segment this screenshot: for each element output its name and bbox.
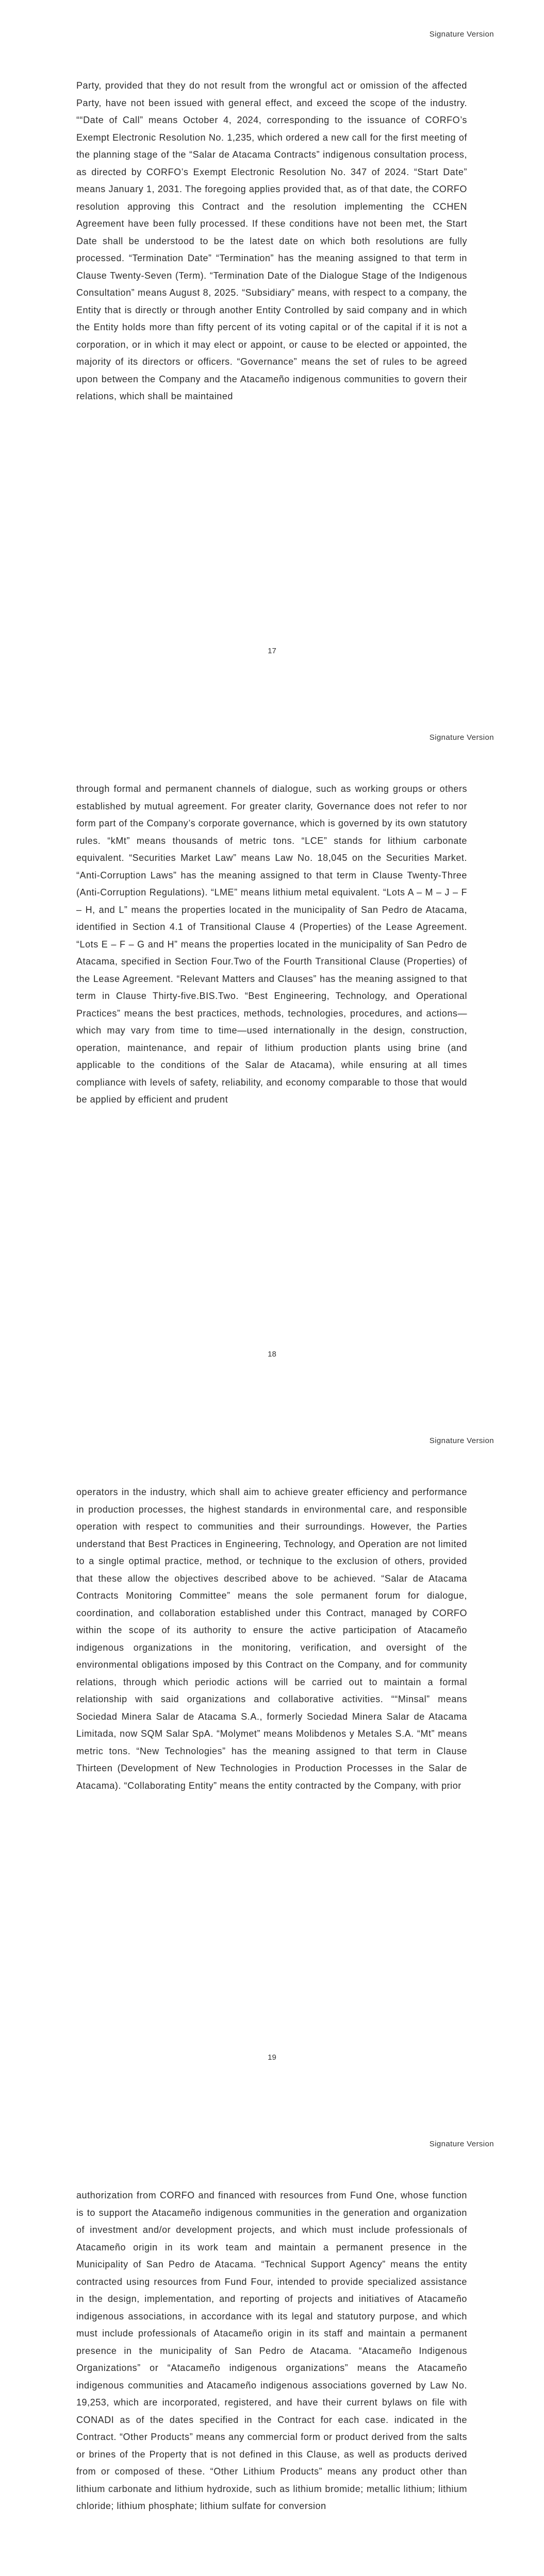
document-page-17 xyxy=(0,0,544,703)
page-body-text: through formal and permanent channels of dialogue, such as working groups or others established by mutual agreement. For greater clarity, Governance does not refer to nor form part of the Company’s corporate governance, which is governed by its own statutory rules. “kMt” means thousands of metric tons. “LCE” stands for lithium carbonate equivalent. “Securities Market Law” means Law No. 18,045 on the Securities Market. “Anti-Corruption Laws” has the meaning assigned to that term in Clause Twenty-Three (Anti-Corruption Regulations). “LME” means lithium metal equivalent. “Lots A – M – J – F – H, and L” means the properties located in the municipality of San Pedro de Atacama, identified in Section 4.1 of Transitional Clause 4 (Properties) of the Lease Agreement. “Lots E – F – G and H” means the properties located in the municipality of San Pedro de Atacama, specified in Section Four.Two of the Fourth Transitional Clause (Properties) of the Lease Agreement. “Relevant Matters and Clauses” has the meaning assigned to that term in Clause Thirty-five.BIS.Two. “Best Engineering, Technology, and Operational Practices” means the best practices, methods, technologies, procedures, and actions—which may vary from time to time—used internationally in the design, construction, operation, maintenance, and repair of lithium production plants using brine (and applicable to the conditions of the Salar de Atacama), while ensuring at all times compliance with levels of safety, reliability, and economy comparable to those that would be applied by efficient and prudent xyxy=(76,784,467,1105)
document-page-20 xyxy=(0,2110,544,2576)
page-number: 17 xyxy=(268,647,276,655)
signature-version-header: Signature Version xyxy=(429,30,494,39)
page-number: 19 xyxy=(268,2053,276,2062)
page-body-text: Party, provided that they do not result from the wrongful act or omission of the affected Party, have not been issued with general effect, and exceed the scope of the industry. ““Date of Call” means October 4, 2024, corresponding to the issuance of CORFO’s Exempt Electronic Resolution No. 1,235, which ordered a new call for the first meeting of the planning stage of the “Salar de Atacama Contracts” indigenous consultation process, as directed by CORFO’s Exempt Electronic Resolution No. 347 of 2024. “Start Date” means January 1, 2031. The foregoing applies provided that, as of that date, the CORFO resolution approving this Contract and the resolution implementing the CCHEN Agreement have been fully processed. If these conditions have not been met, the Start Date shall be understood to be the latest date on which both resolutions are fully processed. “Termination Date” “Termination” has the meaning assigned to that term in Clause Twenty-Seven (Term). “Termination Date of the Dialogue Stage of the Indigenous Consultation” means August 8, 2025. “Subsidiary” means, with respect to a company, the Entity that is directly or through another Entity Controlled by said company and in which the Entity holds more than fifty percent of its voting capital or of the capital if it is not a corporation, or in which it may elect or appoint, or cause to be elected or appointed, the majority of its directors or officers. “Governance” means the set of rules to be agreed upon between the Company and the Atacameño indigenous communities to govern their relations, which shall be maintained xyxy=(76,80,467,401)
page-number: 18 xyxy=(268,1350,276,1359)
signature-version-header: Signature Version xyxy=(429,1436,494,1445)
document-page-18 xyxy=(0,703,544,1406)
page-body-text: authorization from CORFO and financed with resources from Fund One, whose function is to support the Atacameño indigenous communities in the generation and organization of investment and/or development projects, and which must include professionals of Atacameño origin in its work team and maintain a permanent presence in the Municipality of San Pedro de Atacama. “Technical Support Agency” means the entity contracted using resources from Fund Four, intended to provide specialized assistance in the design, implementation, and reporting of projects and initiatives of Atacameño indigenous associations, in accordance with its legal and statutory purpose, and which must include professionals of Atacameño origin in its staff and maintain a permanent presence in the municipality of San Pedro de Atacama. “Atacameño Indigenous Organizations” or “Atacameño indigenous organizations” means the Atacameño indigenous communities and Atacameño indigenous associations governed by Law No. 19,253, which are incorporated, registered, and have their current bylaws on file with CONADI as of the dates specified in the Contract for each case. indicated in the Contract. “Other Products” means any commercial form or product derived from the salts or brines of the Property that is not defined in this Clause, as well as products derived from or composed of these. “Other Lithium Products” means any product other than lithium carbonate and lithium hydroxide, such as lithium bromide; metallic lithium; lithium chloride; lithium phosphate; lithium sulfate for conversion xyxy=(76,2190,467,2511)
document-page-19 xyxy=(0,1406,544,2110)
signature-version-header: Signature Version xyxy=(429,733,494,742)
page-body-text: operators in the industry, which shall aim to achieve greater efficiency and performance in production processes, the highest standards in environmental care, and responsible operation with respect to communities and their surroundings. However, the Parties understand that Best Practices in Engineering, Technology, and Operation are not limited to a single optimal practice, method, or technique to the exclusion of others, provided that these allow the objectives described above to be achieved. “Salar de Atacama Contracts Monitoring Committee” means the sole permanent forum for dialogue, coordination, and collaboration established under this Contract, managed by CORFO within the scope of its authority to ensure the active participation of Atacameño indigenous organizations in the monitoring, verification, and oversight of the environmental obligations imposed by this Contract on the Company, and for community relations, through which periodic actions will be carried out to maintain a formal relationship with said organizations and collaborative activities. ““Minsal” means Sociedad Minera Salar de Atacama S.A., formerly Sociedad Minera Salar de Atacama Limitada, now SQM Salar SpA. “Molymet” means Molibdenos y Metales S.A. “Mt” means metric tons. “New Technologies” has the meaning assigned to that term in Clause Thirteen (Development of New Technologies in Production Processes in the Salar de Atacama). “Collaborating Entity” means the entity contracted by the Company, with prior xyxy=(76,1487,467,1791)
signature-version-header: Signature Version xyxy=(429,2140,494,2148)
